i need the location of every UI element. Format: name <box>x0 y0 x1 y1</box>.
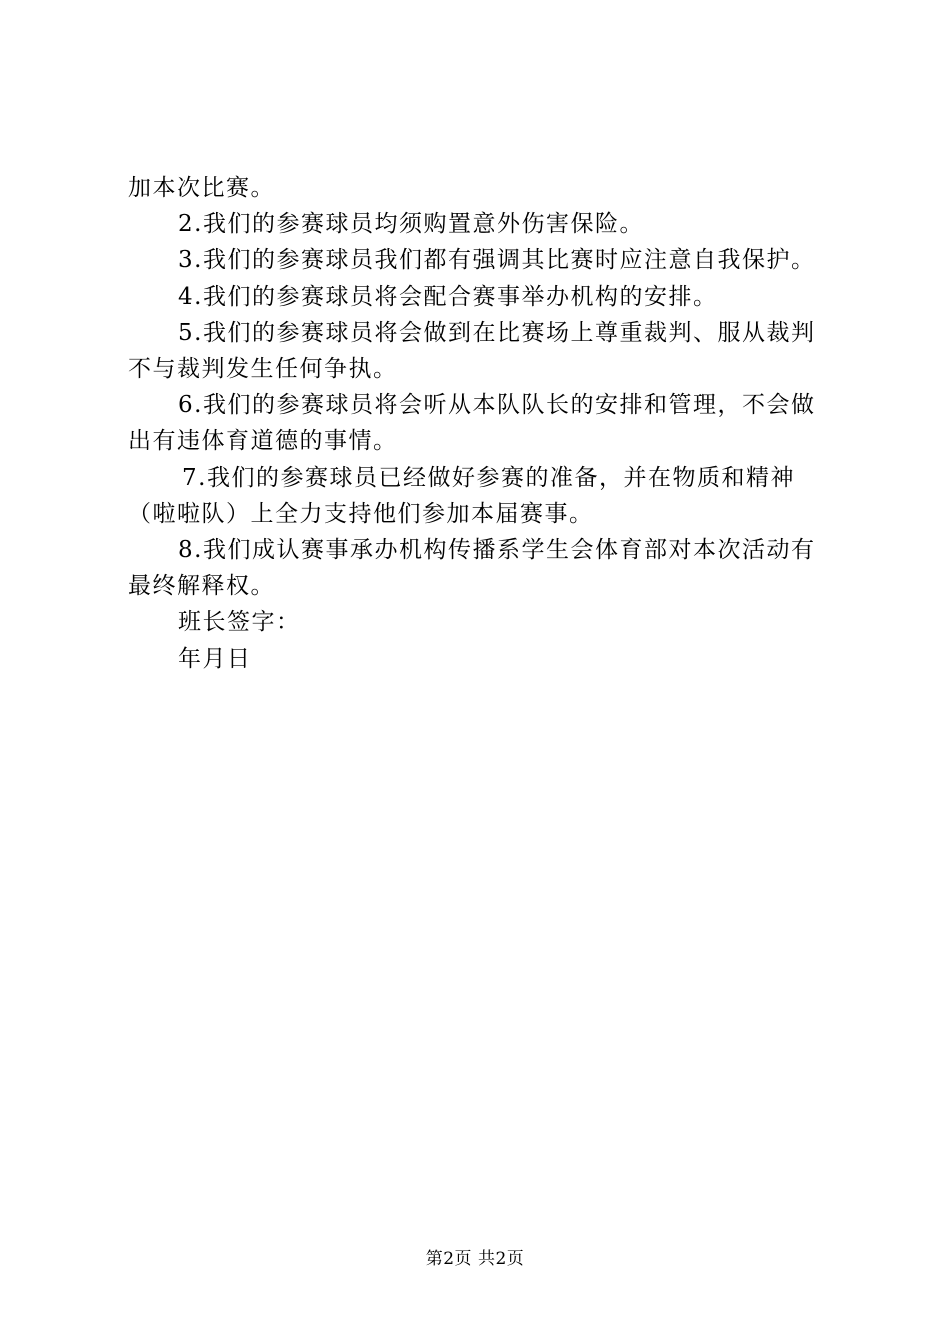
paragraph-line: 2.我们的参赛球员均须购置意外伤害保险。 <box>178 211 644 238</box>
page-footer <box>0 1244 950 1269</box>
document-body <box>128 170 834 677</box>
paragraph-line: 5.我们的参赛球员将会做到在比赛场上尊重裁判、服从裁判 <box>178 319 816 346</box>
page-number: 第2页 共2页 <box>425 1249 525 1269</box>
paragraph-line: 加本次比赛。 <box>128 175 275 201</box>
paragraph-line: （啦啦队）上全力支持他们参加本届赛事。 <box>128 500 594 527</box>
paragraph-line: 不与裁判发生任何争执。 <box>128 356 398 383</box>
paragraph-line: 出有违体育道德的事情。 <box>128 428 398 455</box>
paragraph-line: 7.我们的参赛球员已经做好参赛的准备，并在物质和精神 <box>182 464 795 491</box>
paragraph-line: 最终解释权。 <box>128 573 275 600</box>
paragraph-line: 6.我们的参赛球员将会听从本队队长的安排和管理，不会做 <box>178 392 816 419</box>
date-label: 年月日 <box>178 645 252 672</box>
paragraph-line: 8.我们成认赛事承办机构传播系学生会体育部对本次活动有 <box>178 537 816 564</box>
paragraph-line: 4.我们的参赛球员将会配合赛事举办机构的安排。 <box>178 283 718 310</box>
signature-label: 班长签字： <box>178 609 301 636</box>
paragraph-line: 3.我们的参赛球员我们都有强调其比赛时应注意自我保护。 <box>178 247 816 274</box>
